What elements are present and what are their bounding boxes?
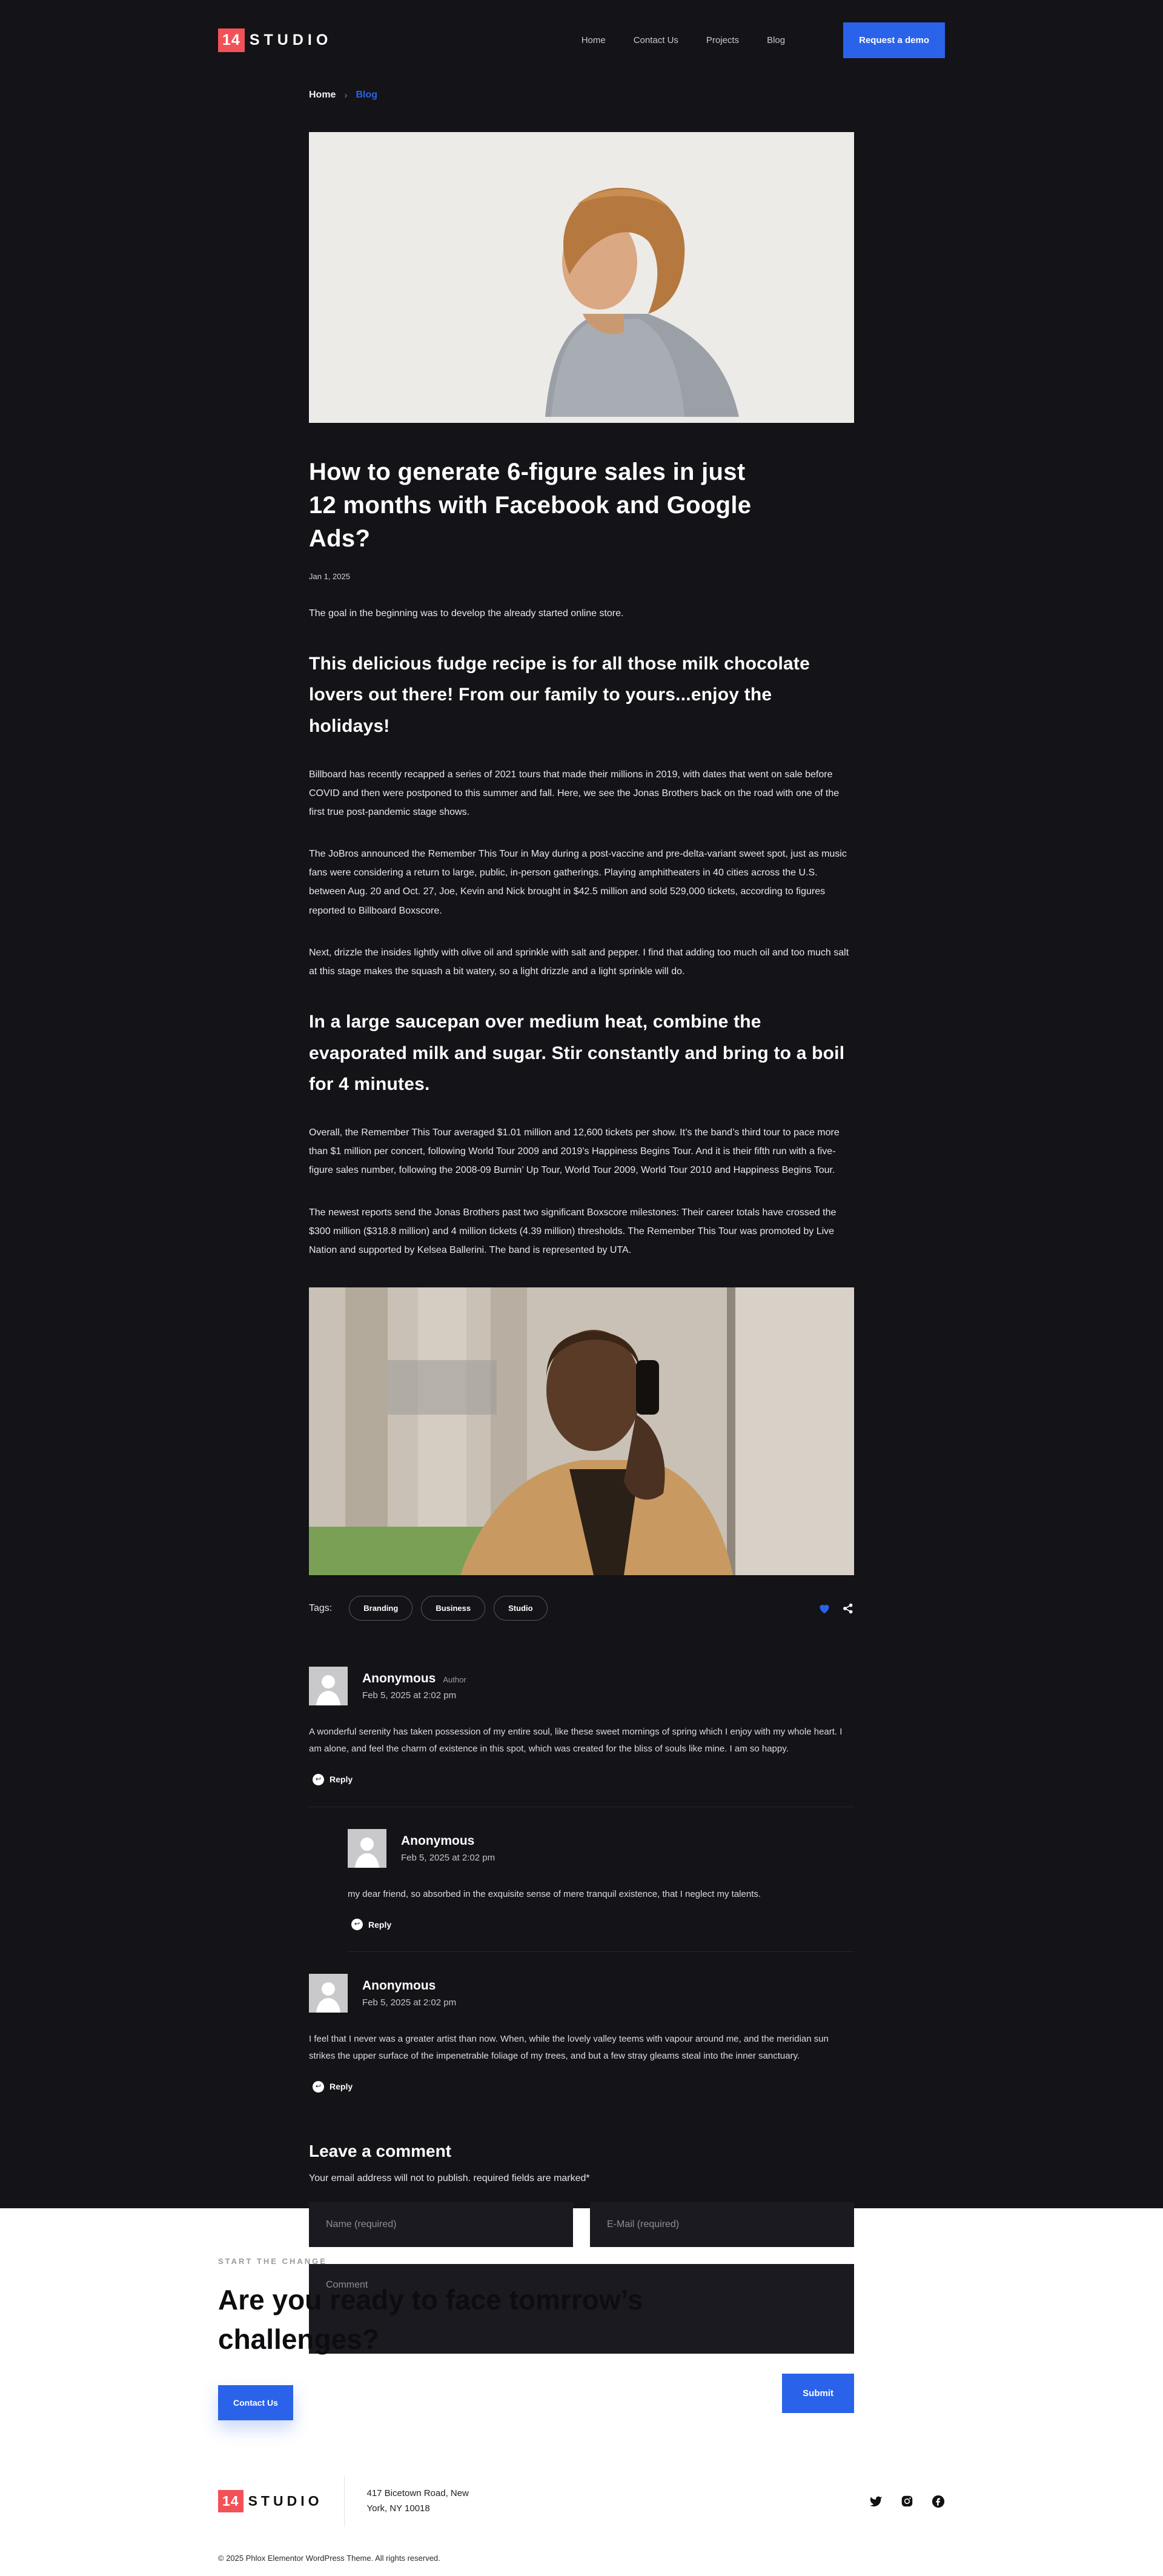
share-icon: [842, 1602, 854, 1615]
comment-2-nested: [348, 1807, 854, 1953]
comment-author: Anonymous: [362, 1671, 436, 1686]
footer-vertical-divider: [344, 2476, 345, 2527]
submit-button[interactable]: Submit: [782, 2374, 854, 2413]
footer-logo-text: STUDIO: [248, 2493, 323, 2509]
reply-icon: ↩: [351, 1919, 363, 1930]
footer-social-links: [869, 2495, 945, 2508]
reply-button[interactable]: ↩ Reply: [309, 2080, 356, 2093]
post-paragraph-3: Next, drizzle the insides lightly with olive oil and sprinkle with salt and pepper. I find that adding too much oil and too much salt at this stage makes the squash a bit watery, so a light drizzle and a light sprinkle will do.: [309, 947, 849, 977]
post-subheading-1: This delicious fudge recipe is for all those milk chocolate lovers out there! From our family to yours...enjoy the holidays!: [309, 653, 810, 736]
breadcrumb-separator: ›: [344, 90, 348, 101]
twitter-icon: [869, 2495, 883, 2508]
tag-business[interactable]: Business: [421, 1596, 485, 1621]
instagram-link[interactable]: [901, 2495, 913, 2508]
hero-image: [309, 132, 854, 423]
post-paragraph-1: Billboard has recently recapped a series of 2021 tours that made their millions in 2019, with dates that went on sale before COVID and then were postponed to this summer and fall. Here, we see the Jonas Brothers back on the road with one of the first true post-pandemic stage shows.: [309, 769, 840, 817]
contact-us-button[interactable]: Contact Us: [218, 2385, 293, 2420]
heart-icon: [818, 1602, 831, 1615]
breadcrumb-home-link[interactable]: Home: [309, 90, 336, 100]
email-field[interactable]: [590, 2202, 854, 2247]
comment-text: I feel that I never was a greater artist than now. When, while the lovely valley teems with vapour around me, and the meridian sun strikes the upper surface of the impenetrable foliage of my trees, and but a few stray gleams steal into the inner sanctuary.: [309, 2034, 829, 2062]
comment-text: my dear friend, so absorbed in the exquisite sense of mere tranquil existence, that I neglect my talents.: [348, 1888, 761, 1899]
cta-heading: Are you ready to face tomrrow’s challenges?: [218, 2284, 643, 2355]
post-body-image: [309, 1287, 854, 1575]
post-date: Jan 1, 2025: [309, 571, 350, 581]
nav-item-home[interactable]: Home: [581, 35, 606, 45]
comments-section: [309, 1645, 854, 2114]
comment-3: [309, 1952, 854, 2114]
site-footer: [218, 2476, 945, 2527]
avatar: [309, 1974, 348, 2013]
post-title: How to generate 6-figure sales in just 12 months with Facebook and Google Ads?: [309, 459, 752, 553]
like-button[interactable]: [818, 1602, 831, 1615]
post-intro-paragraph: The goal in the beginning was to develop the already started online store.: [309, 608, 624, 619]
hero-image-woman-illustration: [309, 132, 854, 423]
tag-studio[interactable]: Studio: [494, 1596, 547, 1621]
person-avatar-icon: [309, 1974, 348, 2013]
nav-item-contact-us[interactable]: Contact Us: [633, 35, 678, 45]
comment-date: Feb 5, 2025 at 2:02 pm: [401, 1852, 495, 1863]
comment-author-badge: Author: [443, 1675, 466, 1685]
post-paragraph-4: Overall, the Remember This Tour averaged $1.01 million and 12,600 tickets per show. It’s the band’s third tour to pace more than $1 million per concert, following World Tour 2009 and 2019’s Happiness Begins Tour. And it is their fifth run with a five-figure sales number, following the 2008-09 Burnin’ Up Tour, World Tour 2009, World Tour 2010 and Happiness Begins Tour.: [309, 1127, 840, 1176]
footer-logo-badge: 14: [218, 2490, 244, 2512]
reply-button[interactable]: ↩ Reply: [348, 1918, 395, 1931]
body-image-man-illustration: [309, 1287, 854, 1575]
post-article: [309, 456, 854, 2413]
comment-text: A wonderful serenity has taken possession of my entire soul, like these sweet mornings of spring which I enjoy with my whole heart. I am alone, and feel the charm of existence in this spot, which was created for the bliss of souls like mine. I am so happy.: [309, 1727, 843, 1754]
comment-author: Anonymous: [401, 1833, 475, 1848]
comment-date: Feb 5, 2025 at 2:02 pm: [362, 1997, 457, 2008]
footer-address: 417 Bicetown Road, New York, NY 10018: [366, 2488, 469, 2514]
reply-button[interactable]: ↩ Reply: [309, 1773, 356, 1786]
person-avatar-icon: [348, 1829, 386, 1868]
avatar: [309, 1667, 348, 1705]
request-demo-button[interactable]: Request a demo: [843, 22, 945, 58]
comment-author: Anonymous: [362, 1979, 436, 1993]
twitter-link[interactable]: [869, 2495, 883, 2508]
main-nav: [582, 22, 945, 58]
cta-eyebrow: START THE CHANGE: [218, 2257, 327, 2266]
logo-badge: 14: [218, 28, 245, 52]
reply-icon: ↩: [313, 1774, 324, 1785]
avatar: [348, 1829, 386, 1868]
site-header: [218, 0, 945, 80]
nav-item-projects[interactable]: Projects: [706, 35, 740, 45]
footer-copyright: © 2025 Phlox Elementor WordPress Theme. All rights reserved.: [218, 2553, 440, 2563]
breadcrumb-current-blog[interactable]: Blog: [356, 90, 377, 100]
comment-1: [309, 1645, 854, 1807]
post-paragraph-5: The newest reports send the Jonas Brothers past two significant Boxscore milestones: Their career totals have crossed the $300 million ($318.8 million) and 4 million tickets (4.39 million) thresholds. The Remember This Tour was promoted by Live Nation and supported by Kelsea Ballerini. The band is represented by UTA.: [309, 1207, 837, 1255]
tag-branding[interactable]: Branding: [349, 1596, 413, 1621]
person-avatar-icon: [309, 1667, 348, 1705]
nav-item-blog[interactable]: Blog: [767, 35, 786, 45]
comment-form-note: Your email address will not to publish. required fields are marked*: [309, 2173, 590, 2183]
breadcrumb: [309, 90, 854, 101]
post-paragraph-2: The JoBros announced the Remember This Tour in May during a post-vaccine and pre-delta-variant sweet spot, just as music fans were considering a return to large, public, in-person gatherings. Playing amphitheaters in 40 cities across the U.S. between Aug. 20 and Oct. 27, Joe, Kevin and Nick brought in $42.5 million and sold 529,000 tickets, according to figures reported to Billboard Boxscore.: [309, 849, 847, 916]
comment-date: Feb 5, 2025 at 2:02 pm: [362, 1690, 457, 1701]
tags-row: [309, 1596, 854, 1621]
leave-comment-heading: Leave a comment: [309, 2141, 451, 2160]
facebook-link[interactable]: [932, 2495, 945, 2508]
tags-label: Tags:: [309, 1602, 333, 1613]
share-button[interactable]: [842, 1602, 854, 1615]
name-field[interactable]: [309, 2202, 573, 2247]
reply-icon: ↩: [313, 2081, 324, 2093]
post-subheading-2: In a large saucepan over medium heat, combine the evaporated milk and sugar. Stir constantly and bring to a boil for 4 minutes.: [309, 1012, 845, 1095]
site-logo[interactable]: [218, 28, 332, 52]
logo-text: STUDIO: [249, 31, 333, 48]
instagram-icon: [901, 2495, 913, 2508]
facebook-icon: [932, 2495, 945, 2508]
footer-logo[interactable]: [218, 2490, 322, 2512]
